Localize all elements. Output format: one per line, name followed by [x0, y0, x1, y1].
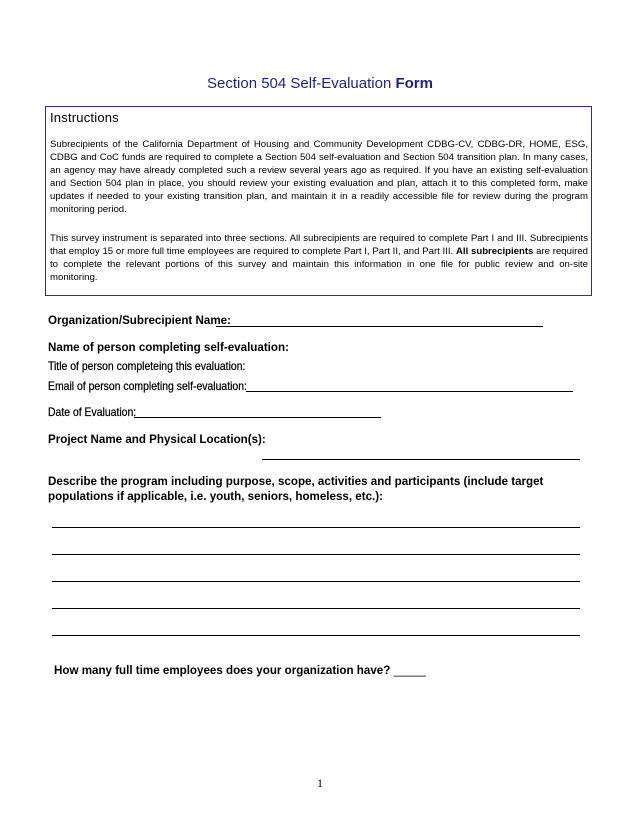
- org-name-line[interactable]: [216, 326, 543, 327]
- employees-question: How many full time employees does your organization have?: [54, 664, 391, 677]
- description-line-2[interactable]: [52, 554, 580, 555]
- date-line[interactable]: [134, 417, 381, 418]
- description-line-4[interactable]: [52, 608, 580, 609]
- project-line[interactable]: [262, 459, 580, 460]
- email-label: Email of person completing self-evaluation:: [48, 380, 247, 393]
- description-line-5[interactable]: [52, 635, 580, 636]
- instructions-paragraph-2: [50, 232, 588, 284]
- person-name-label: Name of person completing self-evaluation:: [48, 341, 289, 354]
- form-title-main: Section 504 Self-Evaluation: [207, 75, 392, 92]
- employees-blank[interactable]: _____: [393, 664, 426, 677]
- employees-label: [54, 664, 426, 677]
- description-line-1[interactable]: [52, 527, 580, 528]
- page-number: 1: [317, 776, 323, 790]
- description-line-3[interactable]: [52, 581, 580, 582]
- date-label: Date of Evaluation:: [48, 406, 137, 419]
- project-label: Project Name and Physical Location(s):: [48, 433, 266, 446]
- description-label: Describe the program including purpose, scope, activities and participants (include target populations if applicable, i.e. youth, seniors, homeless, etc.):: [48, 475, 544, 503]
- form-title-bold: Form: [395, 75, 433, 92]
- org-name-label: Organization/Subrecipient Name:: [48, 314, 231, 327]
- instructions-box: [45, 106, 592, 296]
- instructions-paragraph-2-bold: All subrecipients: [455, 246, 534, 257]
- form-title: [0, 75, 640, 92]
- instructions-paragraph-1: Subrecipients of the California Department of Housing and Community Development CDBG-CV, CDBG-DR, HOME, ESG, CDBG and CoC funds are required to complete a Section 504 self-evaluation and Section 504 transition plan. In many cases, an agency may have already completed such a review several years ago as required. If you have an existing self-evaluation and Section 504 plan in place, you should review your existing evaluation and plan, attach it to this completed form, make updates if needed to your existing transition plan, and maintain it in a readily accessible file for review during the program monitoring period.: [50, 139, 588, 215]
- instructions-paragraph-2-end: are required to complete the relevant portions of this survey and maintain this information in one file for public review and on-site monitoring.: [50, 246, 588, 283]
- person-title-label: Title of person completeing this evaluation:: [48, 360, 246, 373]
- email-line[interactable]: [246, 391, 573, 392]
- instructions-heading: Instructions: [50, 110, 119, 125]
- instructions-paragraph-2-start: This survey instrument is separated into three sections. All subrecipients are required to complete Part I and III. Subrecipients that employ 15 or more full time employees are required to complete Part I, Part II, and Part III.: [50, 233, 588, 257]
